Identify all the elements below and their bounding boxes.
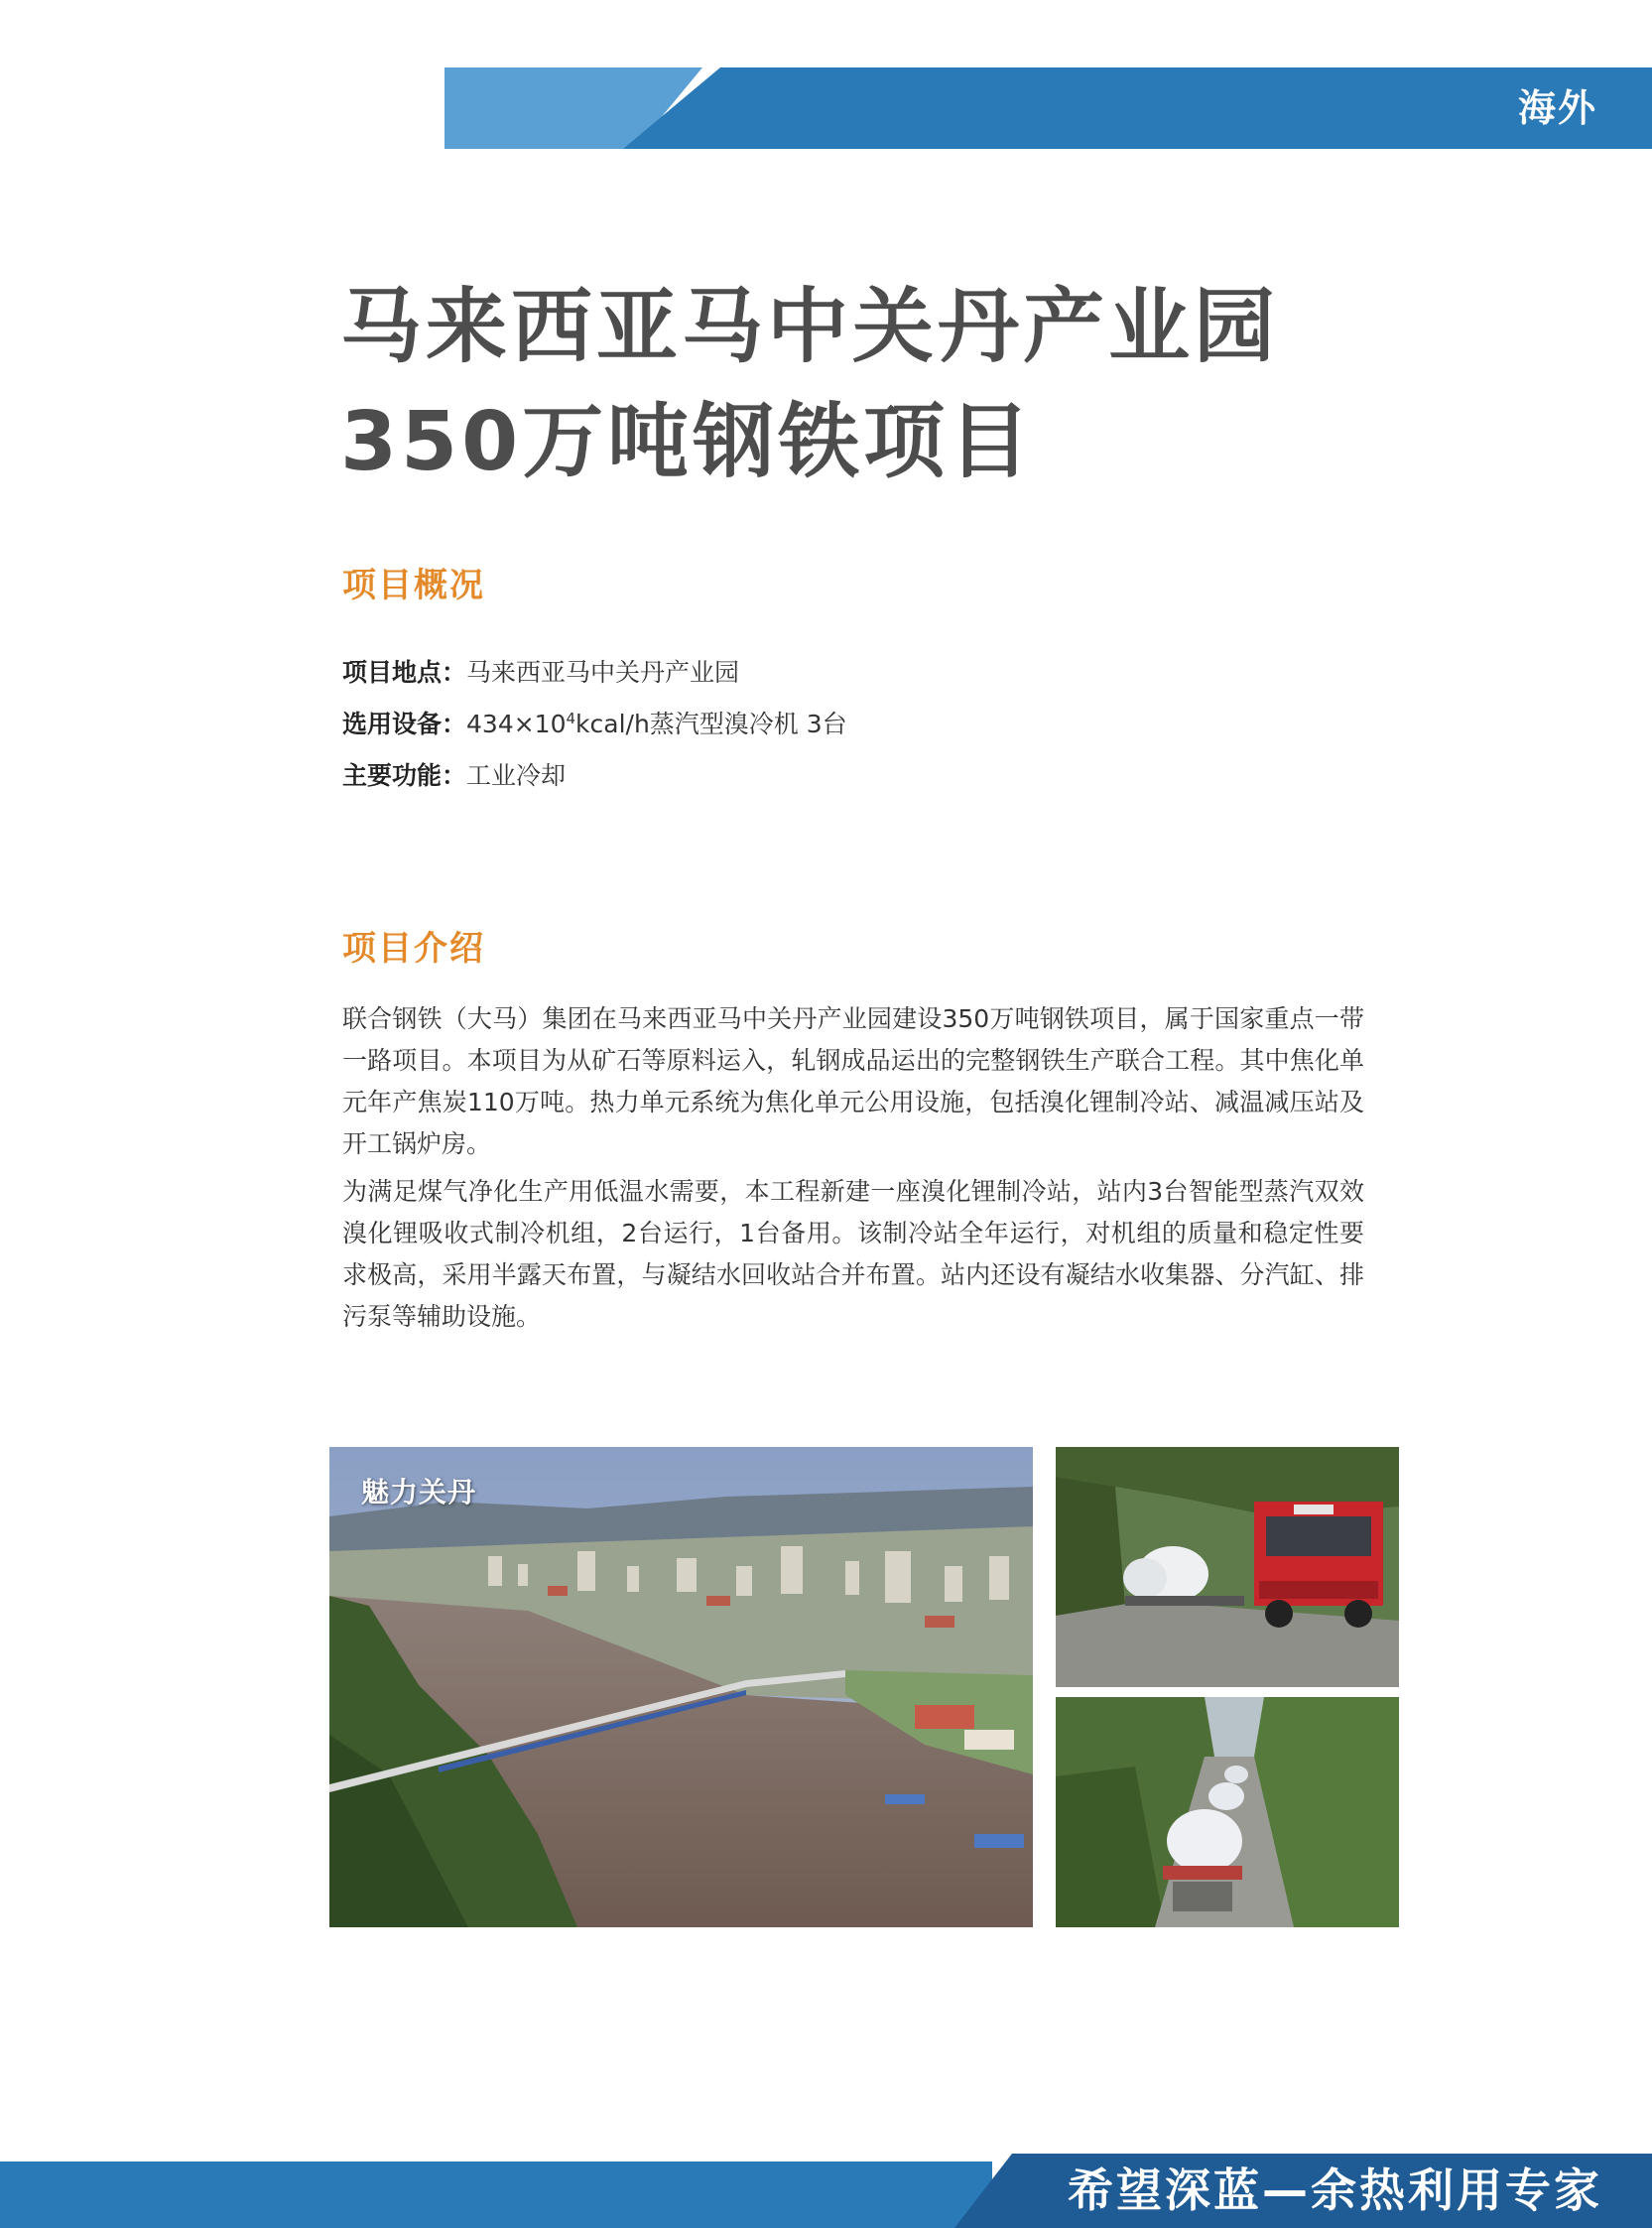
overview-heading: 项目概况 bbox=[342, 566, 485, 605]
footer-banner bbox=[0, 2154, 1652, 2228]
detail-equipment-value bbox=[466, 710, 847, 738]
header-banner-shape bbox=[445, 67, 1652, 149]
intro-body bbox=[342, 998, 1364, 1344]
aerial-city-illustration bbox=[329, 1447, 1033, 1927]
intro-heading: 项目介绍 bbox=[342, 929, 485, 969]
detail-equipment-label: 选用设备： bbox=[342, 710, 467, 738]
title-line-2: 350万吨钢铁项目 bbox=[340, 395, 1035, 489]
detail-function-label: 主要功能： bbox=[342, 761, 467, 790]
detail-function bbox=[342, 750, 847, 802]
detail-equipment bbox=[342, 699, 847, 750]
equipment-value-exponent: 4 bbox=[566, 710, 576, 727]
detail-location bbox=[342, 647, 847, 699]
page-title bbox=[340, 270, 1432, 500]
truck-transport-photo bbox=[1056, 1447, 1399, 1687]
intro-paragraph-2: 为满足煤气净化生产用低温水需要，本工程新建一座溴化锂制冷站，站内3台智能型蒸汽双效溴化锂吸收式制冷机组，2台运行，1台备用。该制冷站全年运行，对机组的质量和稳定性要求极高，采用半露天布置，与凝结水回收站合并布置。站内还设有凝结水收集器、分汽缸、排污泵等辅助设施。 bbox=[342, 1177, 1364, 1331]
aerial-city-photo bbox=[329, 1447, 1033, 1927]
header-banner bbox=[445, 67, 1652, 149]
truck-illustration bbox=[1056, 1447, 1399, 1687]
detail-location-value: 马来西亚马中关丹产业园 bbox=[466, 658, 740, 687]
section-label: 海外 bbox=[1517, 86, 1597, 130]
title-line-1: 马来西亚马中关丹产业园 bbox=[340, 280, 1280, 374]
detail-location-label: 项目地点： bbox=[342, 658, 467, 687]
road-transport-photo bbox=[1056, 1697, 1399, 1927]
overview-details bbox=[342, 647, 847, 802]
footer-slogan: 希望深蓝—余热利用专家 bbox=[1068, 2163, 1602, 2217]
intro-paragraph-1: 联合钢铁（大马）集团在马来西亚马中关丹产业园建设350万吨钢铁项目，属于国家重点一带一路项目。本项目为从矿石等原料运入，轧钢成品运出的完整钢铁生产联合工程。其中焦化单元年产焦炭110万吨。热力单元系统为焦化单元公用设施，包括溴化锂制冷站、减温减压站及开工锅炉房。 bbox=[342, 1004, 1364, 1158]
aerial-photo-caption: 魅力关丹 bbox=[361, 1476, 477, 1508]
equipment-value-prefix: 434×10 bbox=[466, 710, 567, 738]
equipment-value-suffix: kcal/h蒸汽型溴冷机 3台 bbox=[575, 710, 847, 738]
road-convoy-illustration bbox=[1056, 1697, 1399, 1927]
detail-function-value: 工业冷却 bbox=[466, 761, 567, 790]
